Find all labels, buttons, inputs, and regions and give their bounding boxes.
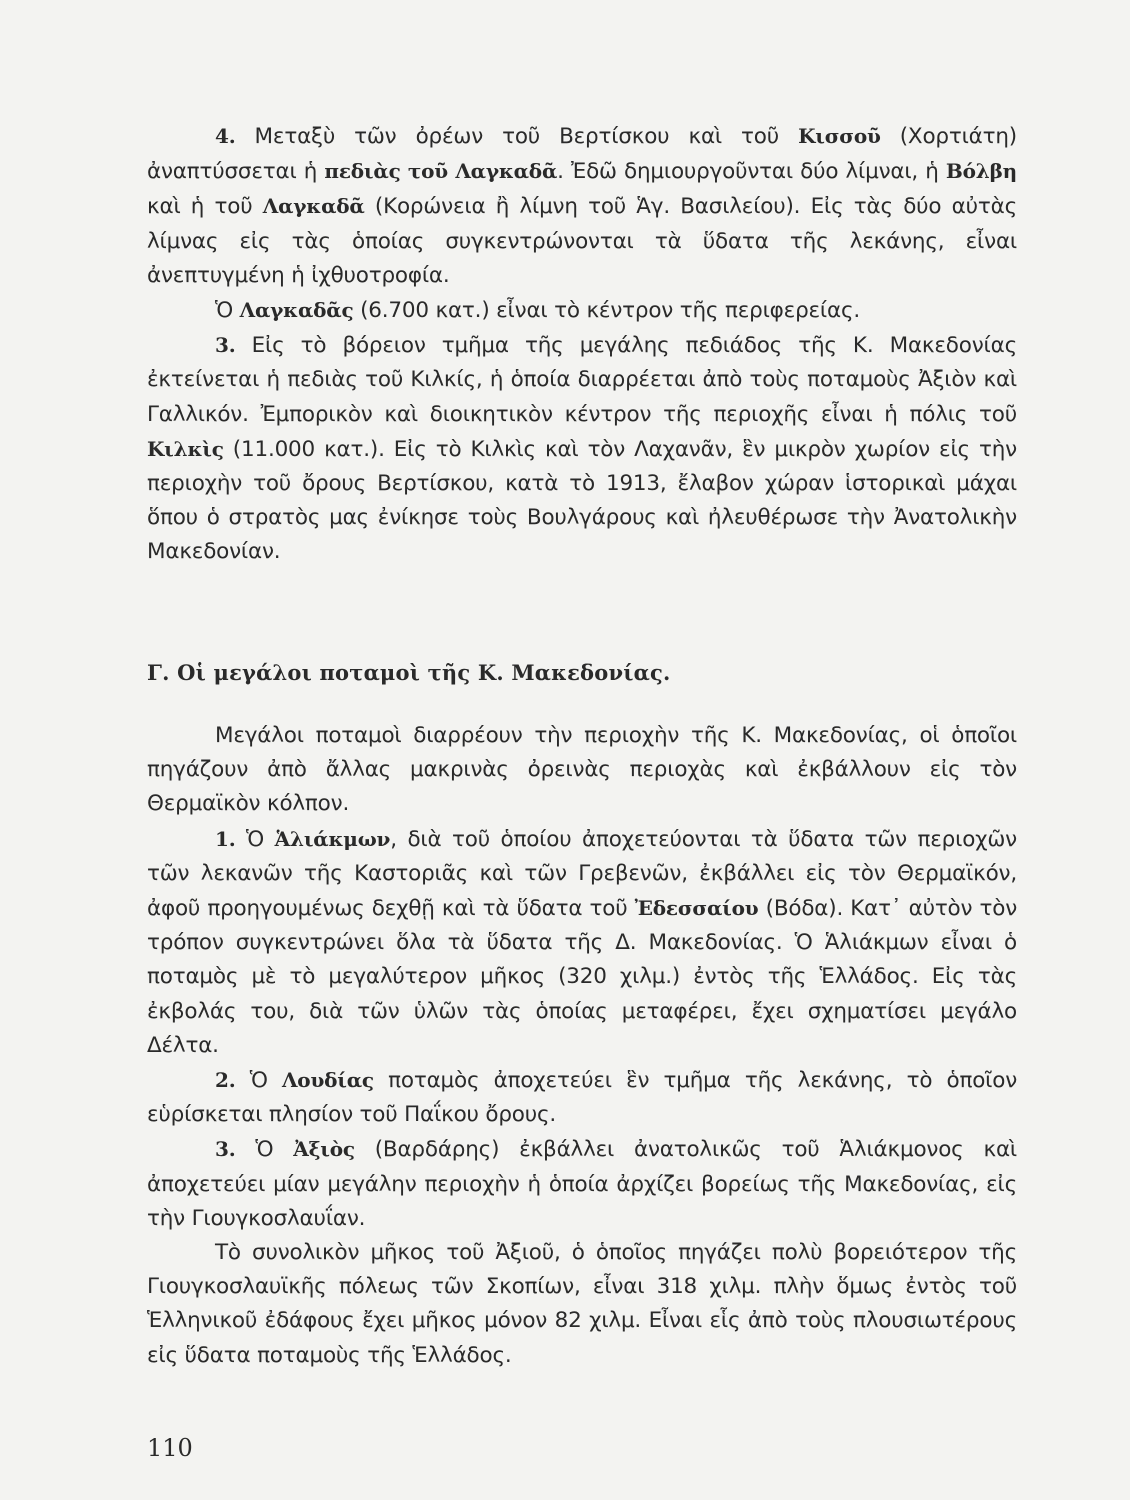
bold-term: Κισσοῦ — [798, 124, 881, 148]
text-run: (11.000 κατ.). Εἰς τὸ Κιλκὶς καὶ τὸν Λαχανᾶν, ἓν μικρὸν χωρίον εἰς τὴν περιοχὴν τοῦ ὄρους Βερτίσκου, κατὰ τὸ 1913, ἔλαβον χώραν ἱστορικαὶ μάχαι ὅπου ὁ στρατὸς μας ἐνίκησε τοὺς Βουλγάρους καὶ ἠλευθέρωσε τὴν Ἀνατολικὴν Μακεδονίαν. — [147, 436, 1017, 565]
bold-term: Λουδίας — [281, 1068, 374, 1093]
paragraph-axios-length: Τὸ συνολικὸν μῆκος τοῦ Ἀξιοῦ, ὁ ὁποῖος πηγάζει πολὺ βορειότερον τῆς Γιουγκοσλαυϊκῆς πόλεως τῶν Σκοπίων, εἶναι 318 χιλμ. πλὴν ὅμως ἐντὸς τοῦ Ἑλληνικοῦ ἐδάφους ἔχει μῆκος μόνον 82 χιλμ. Εἶναι εἷς ἀπὸ τοὺς πλουσιωτέρους εἰς ὕδατα ποταμοὺς τῆς Ἑλλάδος. — [147, 1240, 1017, 1368]
paragraph-river-2 — [147, 1063, 1017, 1132]
paragraph-section-4 — [147, 119, 1017, 293]
bold-term: Κιλκὶς — [147, 436, 224, 461]
text-run: ποταμὸς ἀποχετεύει ἓν τμῆμα τῆς λεκάνης, τὸ ὁποῖον εὑρίσκεται πλησίον τοῦ Παΐκου ὄρους. — [147, 1068, 1017, 1128]
item-number: 1. — [215, 826, 236, 851]
paragraph-intro: Μεγάλοι ποταμοὶ διαρρέουν τὴν περιοχὴν τῆς Κ. Μακεδονίας, οἱ ὁποῖοι πηγάζουν ἀπὸ ἄλλας μακρινὰς ὀρεινὰς περιοχὰς καὶ ἐκβάλλουν εἰς τὸν Θερμαϊκὸν κόλπον. — [147, 723, 1017, 817]
text-run: καὶ ἡ τοῦ — [147, 194, 263, 220]
bold-term: Ἁλιάκμων — [274, 826, 391, 851]
text-run: Ὁ — [235, 826, 275, 852]
section-number: 3. — [215, 333, 236, 358]
page-number: 110 — [147, 1434, 193, 1462]
bold-term: Βόλβη — [945, 159, 1017, 184]
paragraph-river-3 — [147, 1132, 1017, 1236]
bold-term: πεδιὰς τοῦ Λαγκαδᾶ — [324, 159, 558, 184]
section-heading: Γ. Οἱ μεγάλοι ποταμοὶ τῆς Κ. Μακεδονίας. — [147, 660, 671, 685]
paragraph-lagkadas — [147, 293, 1017, 328]
bold-term: Ἐδεσσαίου — [634, 896, 759, 921]
text-run: Ὁ — [235, 1137, 294, 1163]
paragraph-river-1 — [147, 822, 1017, 1063]
bold-term: Λαγκαδᾶ — [262, 194, 365, 219]
section-number: 4. — [215, 124, 236, 148]
text-run: , διὰ τοῦ ὁποίου ἀποχετεύονται τὰ ὕδατα τῶν περιοχῶν τῶν λεκανῶν τῆς Καστοριᾶς καὶ τῶν Γρεβενῶν, ἐκβάλλει εἰς τὸν Θερμαϊκόν, ἀφοῦ προηγουμένως δεχθῇ καὶ τὰ ὕδατα τοῦ — [147, 826, 1017, 922]
text-run: (6.700 κατ.) εἶναι τὸ κέντρον τῆς περιφερείας. — [353, 298, 861, 324]
text-run: . Ἐδῶ δημιουργοῦνται δύο λίμναι, ἡ — [557, 159, 946, 185]
text-run: (Χορτιάτη) ἀναπτύσσεται ἡ — [147, 124, 1017, 185]
text-run: (Βόδα). Κατ᾿ αὐτὸν τὸν τρόπον συγκεντρώνει ὅλα τὰ ὕδατα τῆς Δ. Μακεδονίας. Ὁ Ἁλιάκμων εἶναι ὁ ποταμὸς μὲ τὸ μεγαλύτερον μῆκος (320 χιλμ.) ἐντὸς τῆς Ἑλλάδος. Εἰς τὰς ἐκβολάς του, διὰ τῶν ὑλῶν τὰς ὁποίας μεταφέρει, ἔχει σχηματίσει μεγάλο Δέλτα. — [147, 896, 1018, 1058]
text-run: Εἰς τὸ βόρειον τμῆμα τῆς μεγάλης πεδιάδος τῆς Κ. Μακεδονίας ἐκτείνεται ἡ πεδιὰς τοῦ Κιλκίς, ἡ ὁποία διαρρέεται ἀπὸ τοὺς ποταμοὺς Ἀξιὸν καὶ Γαλλικόν. Ἐμπορικὸν καὶ διοικητικὸν κέντρον τῆς περιοχῆς εἶναι ἡ πόλις τοῦ — [147, 333, 1017, 427]
paragraph-section-3 — [147, 328, 1017, 569]
text-run: (Βαρδάρης) ἐκβάλλει ἀνατολικῶς τοῦ Ἁλιάκμονος καὶ ἀποχετεύει μίαν μεγάλην περιοχὴν ἡ ὁποία ἀρχίζει βορείως τῆς Μακεδονίας, εἰς τὴν Γιουγκοσλαυΐαν. — [147, 1137, 1017, 1231]
text-run: Μεταξὺ τῶν ὀρέων τοῦ Βερτίσκου καὶ τοῦ — [235, 124, 799, 149]
text-run: Ὁ — [235, 1068, 282, 1094]
item-number: 3. — [215, 1137, 236, 1162]
bold-term: Λαγκαδᾶς — [239, 298, 354, 323]
text-run: (Κορώνεια ἢ λίμνη τοῦ Ἁγ. Βασιλείου). Εἰς τὰς δύο αὐτὰς λίμνας εἰς τὰς ὁποίας συγκεντρώνονται τὰ ὕδατα τῆς λεκάνης, εἶναι ἀνεπτυγμένη ἡ ἰχθυοτροφία. — [147, 194, 1017, 288]
bold-term: Ἀξιὸς — [293, 1137, 355, 1162]
item-number: 2. — [215, 1068, 236, 1093]
text-block-lower — [147, 719, 1017, 1373]
text-block-upper — [147, 119, 1017, 570]
text-run: Ὁ — [215, 298, 240, 324]
